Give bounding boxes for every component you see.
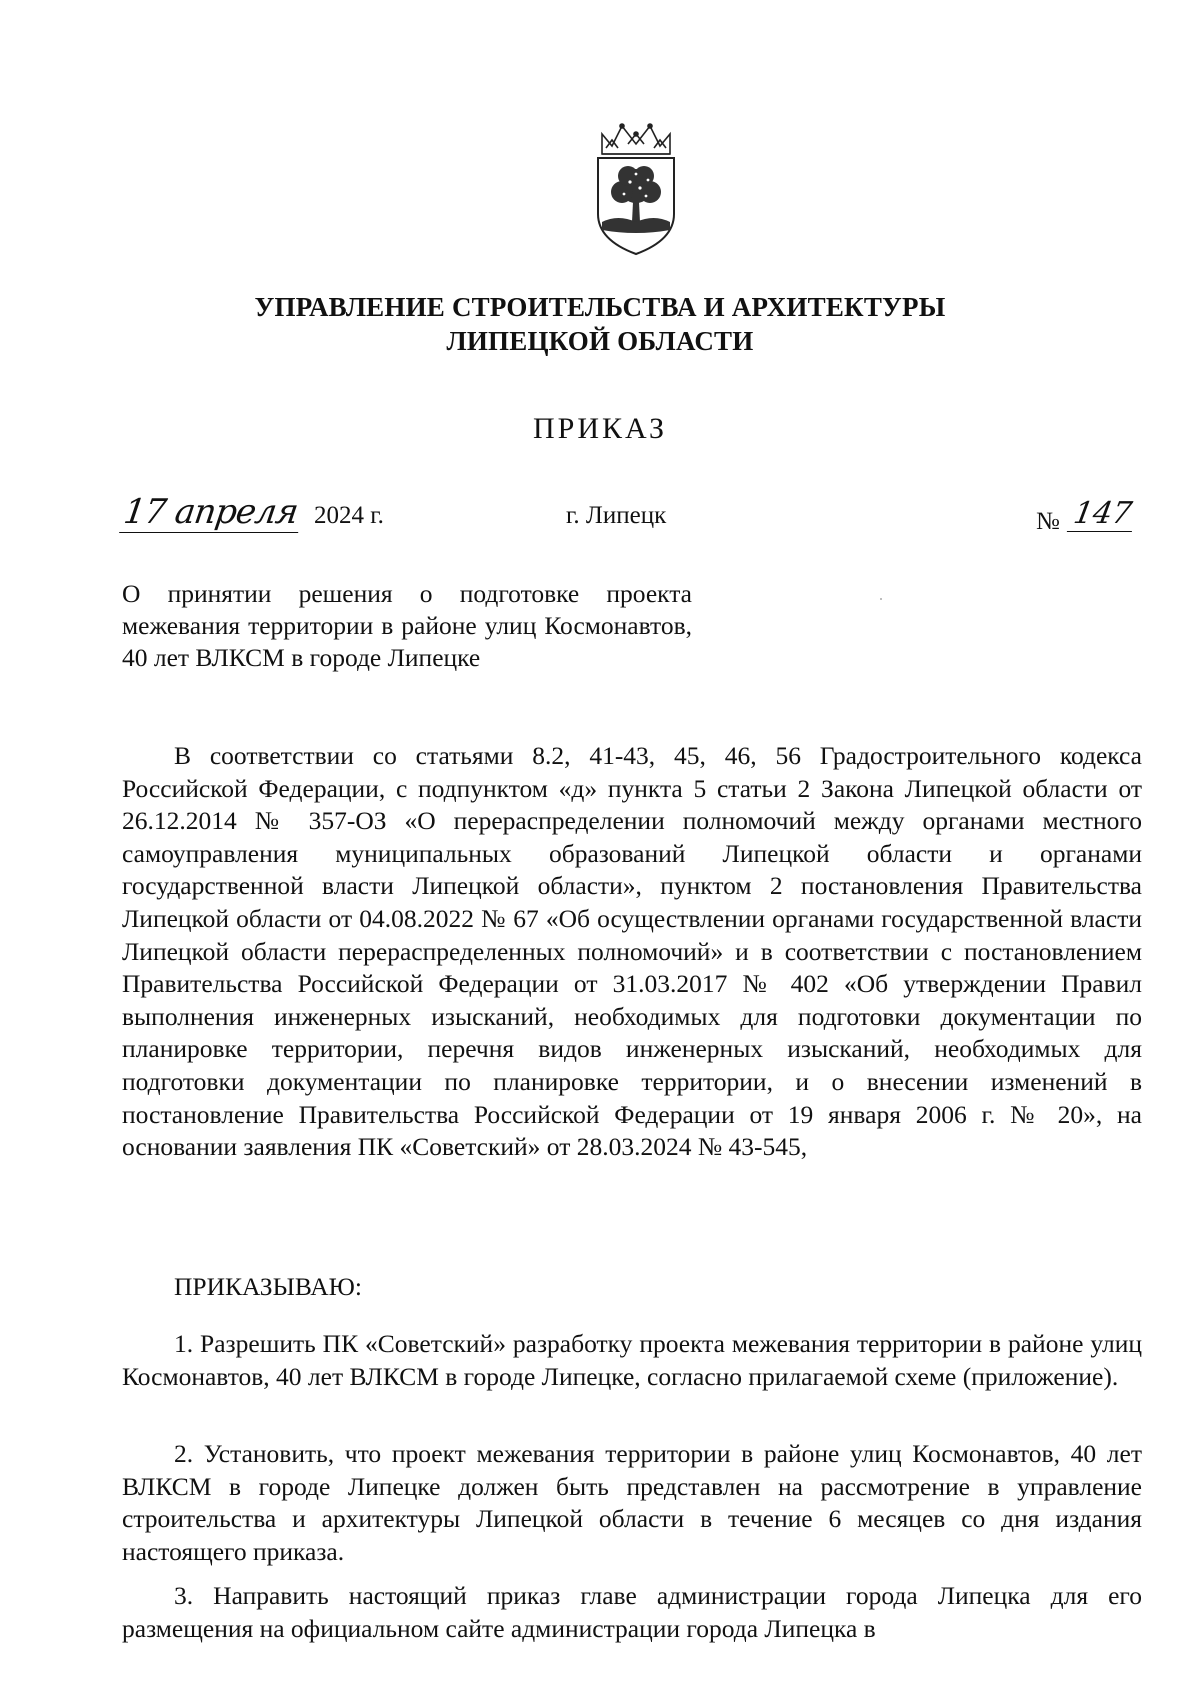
document-subject: О принятии решения о подготовке проекта межевания территории в районе улиц Космонавтов, 40 лет ВЛКСМ в городе Липецке xyxy=(122,579,692,672)
coat-of-arms-icon xyxy=(588,118,684,258)
document-number xyxy=(1036,496,1135,538)
order-item-1: 1. Разрешить ПК «Советский» разработку проекта межевания территории в районе улиц Космонавтов, 40 лет ВЛКСМ в городе Липецке, согласно прилагаемой схеме (приложение). xyxy=(122,1329,1142,1391)
date-year: 2024 г. xyxy=(314,502,384,529)
number-label: № xyxy=(1036,508,1060,535)
organization-title-line2: ЛИПЕЦКОЙ ОБЛАСТИ xyxy=(446,326,754,356)
document-type: ПРИКАЗ xyxy=(533,412,667,445)
order-item-3: 3. Направить настоящий приказ главе администрации города Липецка для его размещения на официальном сайте администрации города Липецка в xyxy=(122,1581,1142,1643)
handwritten-date: 17 апреля xyxy=(119,492,304,533)
order-heading: ПРИКАЗЫВАЮ: xyxy=(174,1272,362,1301)
city: г. Липецк xyxy=(566,502,667,529)
organization-title-line1: УПРАВЛЕНИЕ СТРОИТЕЛЬСТВА И АРХИТЕКТУРЫ xyxy=(254,292,946,322)
date-number-row xyxy=(0,492,1200,542)
preamble-paragraph: В соответствии со статьями 8.2, 41-43, 45, 46, 56 Градостроительного кодекса Российской Федерации, с подпунктом «д» пункта 5 статьи 2 Закона Липецкой области от 26.12.2014 № 357-ОЗ «О перераспределении полномочий между органами местного самоуправления муниципальных образований Липецкой области и органами государственной власти Липецкой области», пунктом 2 постановления Правительства Липецкой области от 04.08.2022 № 67 «Об осуществлении органами государственной власти Липецкой области перераспределенных полномочий» и в соответствии с постановлением Правительства Российской Федерации от 31.03.2017 № 402 «Об утверждении Правил выполнения инженерных изысканий, необходимых для подготовки документации по планировке территории, перечня видов инженерных изысканий, необходимых для подготовки документации по планировке территории, и о внесении изменений в постановление Правительства Российской Федерации от 19 января 2006 г. № 20», на основании заявления ПК «Советский» от 28.03.2024 № 43-545, xyxy=(122,741,1142,1162)
handwritten-number: 147 xyxy=(1067,496,1139,532)
scan-speck xyxy=(880,598,882,600)
order-item-2: 2. Установить, что проект межевания территории в районе улиц Космонавтов, 40 лет ВЛКСМ в городе Липецке должен быть представлен на рассмотрение в управление строительства и архитектуры Липецкой области в течение 6 месяцев со дня издания настоящего приказа. xyxy=(122,1439,1142,1566)
